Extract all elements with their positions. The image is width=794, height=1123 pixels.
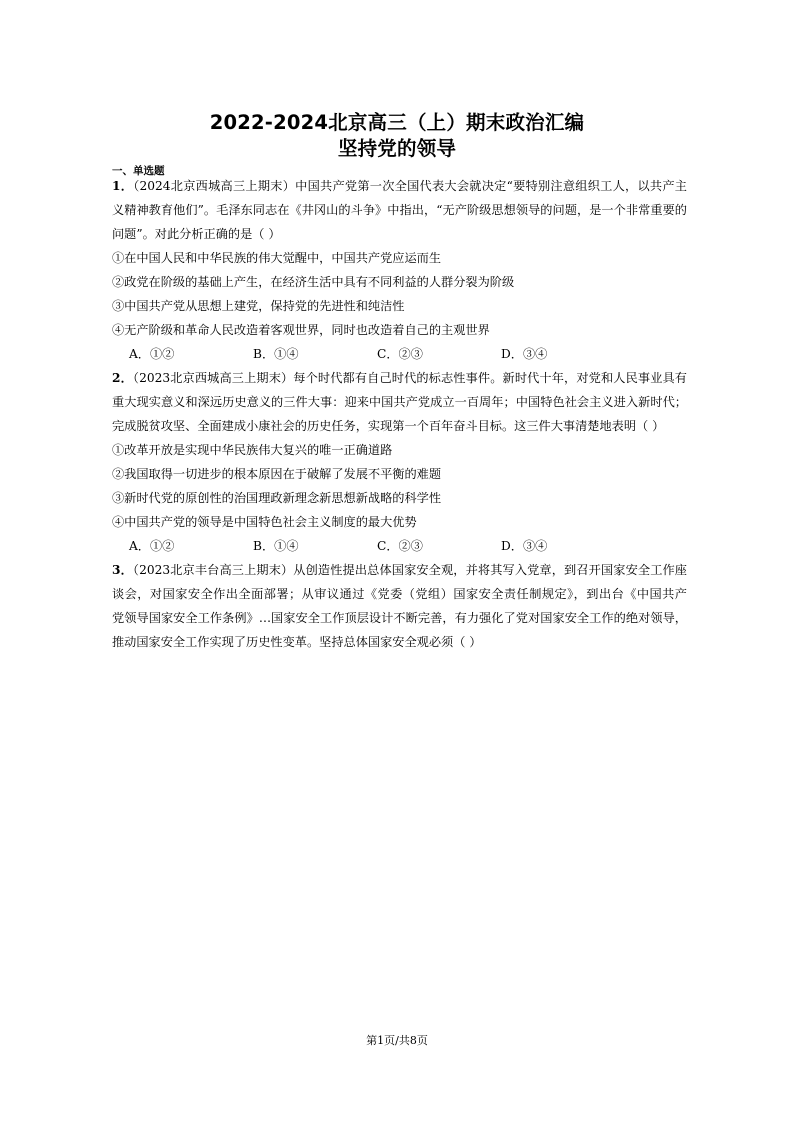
question-stem-line: 重大现实意义和深远历史意义的三件大事：迎来中国共产党成立一百周年；中国特色社会主义进入新时代；: [112, 395, 687, 409]
question-stem-line: 推动国家安全工作实现了历史性变革。坚持总体国家安全观必须（ ）: [112, 635, 482, 649]
statement-item: ①改革开放是实现中华民族伟大复兴的唯一正确道路: [112, 443, 393, 457]
question-number: 1．: [112, 179, 134, 193]
section-heading: 一、单选题: [112, 165, 165, 177]
question-stem-line: 完成脱贫攻坚、全面建成小康社会的历史任务，实现第一个百年奋斗目标。这三件大事清楚地表明（ ）: [112, 419, 665, 433]
question-2: [112, 366, 687, 558]
question-stem-line: 3．（2023北京丰台高三上期末）从创造性提出总体国家安全观，并将其写入党章，到召开国家安全工作座: [112, 563, 687, 577]
option-b[interactable]: B．①④: [253, 347, 299, 361]
question-stem-line: 1．（2024北京西城高三上期末）中国共产党第一次全国代表大会就决定“要特别注意组织工人，以共产主: [112, 179, 687, 193]
option-c[interactable]: C．②③: [377, 539, 423, 553]
statement-item: ③中国共产党从思想上建党，保持党的先进性和纯洁性: [112, 299, 405, 313]
page-subtitle: 坚持党的领导: [337, 137, 457, 160]
question-stem-line: 党领导国家安全工作条例》…国家安全工作顶层设计不断完善，有力强化了党对国家安全工作的绝对领导，: [112, 611, 687, 625]
statement-item: ②政党在阶级的基础上产生，在经济生活中具有不同利益的人群分裂为阶级: [112, 275, 515, 289]
option-c[interactable]: C．②③: [377, 347, 423, 361]
page-title: 2022-2024北京高三（上）期末政治汇编: [209, 111, 585, 134]
statement-item: ④无产阶级和革命人民改造着客观世界，同时也改造着自己的主观世界: [112, 323, 490, 337]
question-3: [112, 558, 687, 654]
question-stem-line: 义精神教育他们”。毛泽东同志在《井冈山的斗争》中指出，“无产阶级思想领导的问题，是一个非常重要的: [112, 203, 687, 217]
question-stem-line: 问题”。对此分析正确的是（ ）: [112, 227, 281, 241]
statement-item: ③新时代党的原创性的治国理政新理念新思想新战略的科学性: [112, 491, 442, 505]
question-1: [112, 174, 687, 366]
answer-options: [112, 534, 687, 558]
question-number: 2．: [112, 371, 133, 385]
answer-options: [112, 342, 687, 366]
question-stem-line: 谈会，对国家安全作出全面部署；从审议通过《党委（党组）国家安全责任制规定》，到出台《中国共产: [112, 587, 687, 601]
option-d[interactable]: D．③④: [501, 539, 548, 553]
question-stem-line: 2．（2023北京西城高三上期末）每个时代都有自己时代的标志性事件。新时代十年，对党和人民事业具有: [112, 371, 687, 385]
option-a[interactable]: A．①②: [129, 539, 175, 553]
option-d[interactable]: D．③④: [501, 347, 548, 361]
option-a[interactable]: A．①②: [129, 347, 175, 361]
page-footer: 第1页/共8页: [366, 1034, 428, 1047]
option-b[interactable]: B．①④: [253, 539, 299, 553]
statement-item: ②我国取得一切进步的根本原因在于破解了发展不平衡的难题: [112, 467, 442, 481]
question-number: 3．: [112, 563, 133, 577]
statement-item: ④中国共产党的领导是中国特色社会主义制度的最大优势: [112, 515, 417, 529]
statement-item: ①在中国人民和中华民族的伟大觉醒中，中国共产党应运而生: [112, 251, 442, 265]
